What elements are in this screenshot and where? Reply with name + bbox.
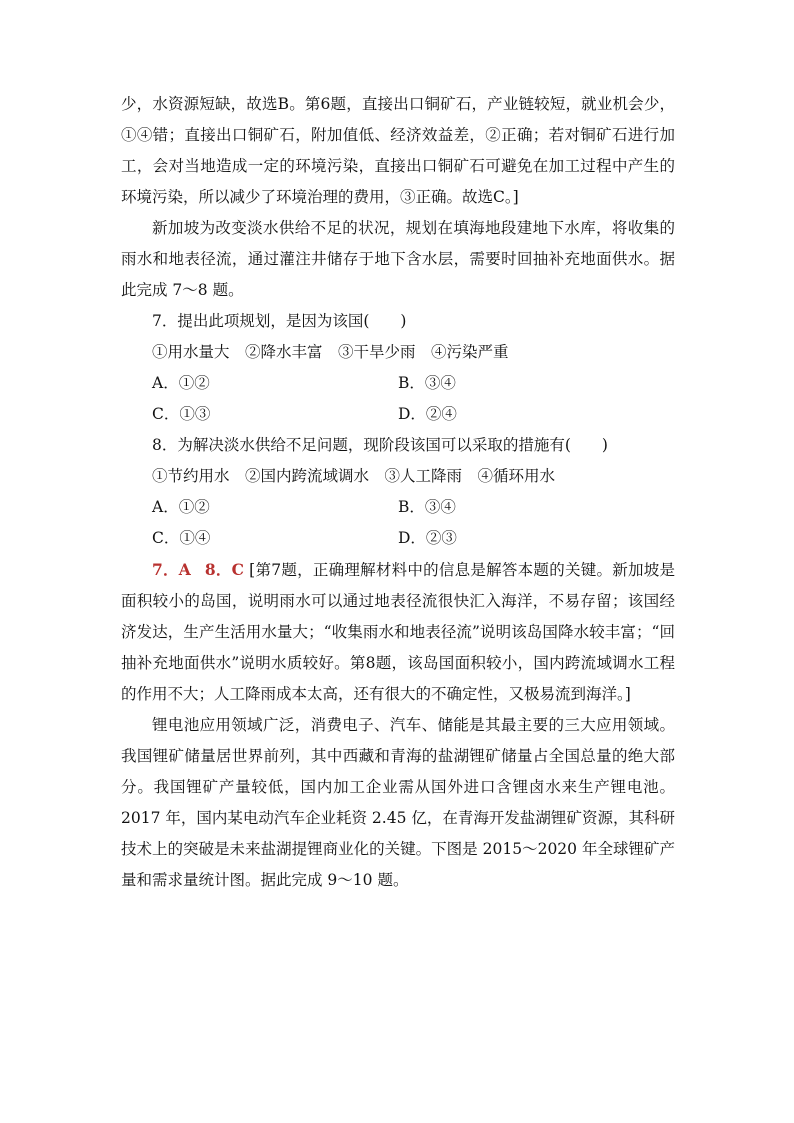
question-8-choice-d[interactable]: D．②③	[398, 529, 457, 547]
document-page	[121, 89, 675, 896]
question-8-choice-b[interactable]: B．③④	[398, 498, 456, 516]
material-paragraph-lithium: 锂电池应用领域广泛，消费电子、汽车、储能是其最主要的三大应用领域。我国锂矿储量居世界前列，其中西藏和青海的盐湖锂矿储量占全国总量的绝大部分。我国锂矿产量较低，国内加工企业需从国外进口含锂卤水来生产锂电池。2017 年，国内某电动汽车企业耗资 2.45 亿，在青海开发盐湖锂矿资源，其科研技术上的突破是未来盐湖提锂商业化的关键。下图是 2015～2020 年全球锂矿产量和需求量统计图。据此完成 9～10 题。	[121, 716, 675, 889]
question-7-choice-d[interactable]: D．②④	[398, 405, 457, 423]
question-7-choices-row-1	[121, 368, 675, 399]
answer-explanation-text: [第7题，正确理解材料中的信息是解答本题的关键。新加坡是面积较小的岛国，说明雨水可以通过地表径流很快汇入海洋，不易存留；该国经济发达，生产生活用水量大；“收集雨水和地表径流”说明该岛国降水较丰富；“回抽补充地面供水”说明水质较好。第8题，该岛国面积较小，国内跨流域调水工程的作用不大；人工降雨成本太高，还有很大的不确定性，又极易流到海洋。]	[121, 561, 675, 703]
question-7-choice-c[interactable]: C．①③	[152, 405, 211, 423]
question-8-choice-c[interactable]: C．①④	[152, 529, 211, 547]
question-8-items: ①节约用水 ②国内跨流域调水 ③人工降雨 ④循环用水	[152, 467, 556, 485]
question-8-choices-row-1	[121, 492, 675, 523]
question-7-choice-a[interactable]: A．①②	[152, 374, 210, 392]
question-8-stem: 8．为解决淡水供给不足问题，现阶段该国可以采取的措施有( )	[152, 436, 608, 454]
question-7-items: ①用水量大 ②降水丰富 ③干旱少雨 ④污染严重	[152, 343, 509, 361]
answer-label-q8: 8．C	[204, 560, 244, 579]
explanation-paragraph-q5-q6: 少，水资源短缺，故选B。第6题，直接出口铜矿石，产业链较短，就业机会少，①④错；直接出口铜矿石，附加值低、经济效益差，②正确；若对铜矿石进行加工，会对当地造成一定的环境污染，直接出口铜矿石可避免在加工过程中产生的环境污染，所以减少了环境治理的费用，③正确。故选C。]	[121, 95, 675, 206]
question-8-choice-a[interactable]: A．①②	[152, 498, 210, 516]
answer-label-q7: 7．A	[152, 560, 191, 579]
question-7-choices-row-2	[121, 399, 675, 430]
question-7-stem: 7．提出此项规划，是因为该国( )	[152, 312, 407, 330]
answer-explanation-q7-q8	[121, 554, 675, 710]
material-paragraph-singapore: 新加坡为改变淡水供给不足的状况，规划在填海地段建地下水库，将收集的雨水和地表径流，通过灌注井储存于地下含水层，需要时回抽补充地面供水。据此完成 7～8 题。	[121, 219, 675, 299]
question-7-choice-b[interactable]: B．③④	[398, 374, 456, 392]
question-8-choices-row-2	[121, 523, 675, 554]
